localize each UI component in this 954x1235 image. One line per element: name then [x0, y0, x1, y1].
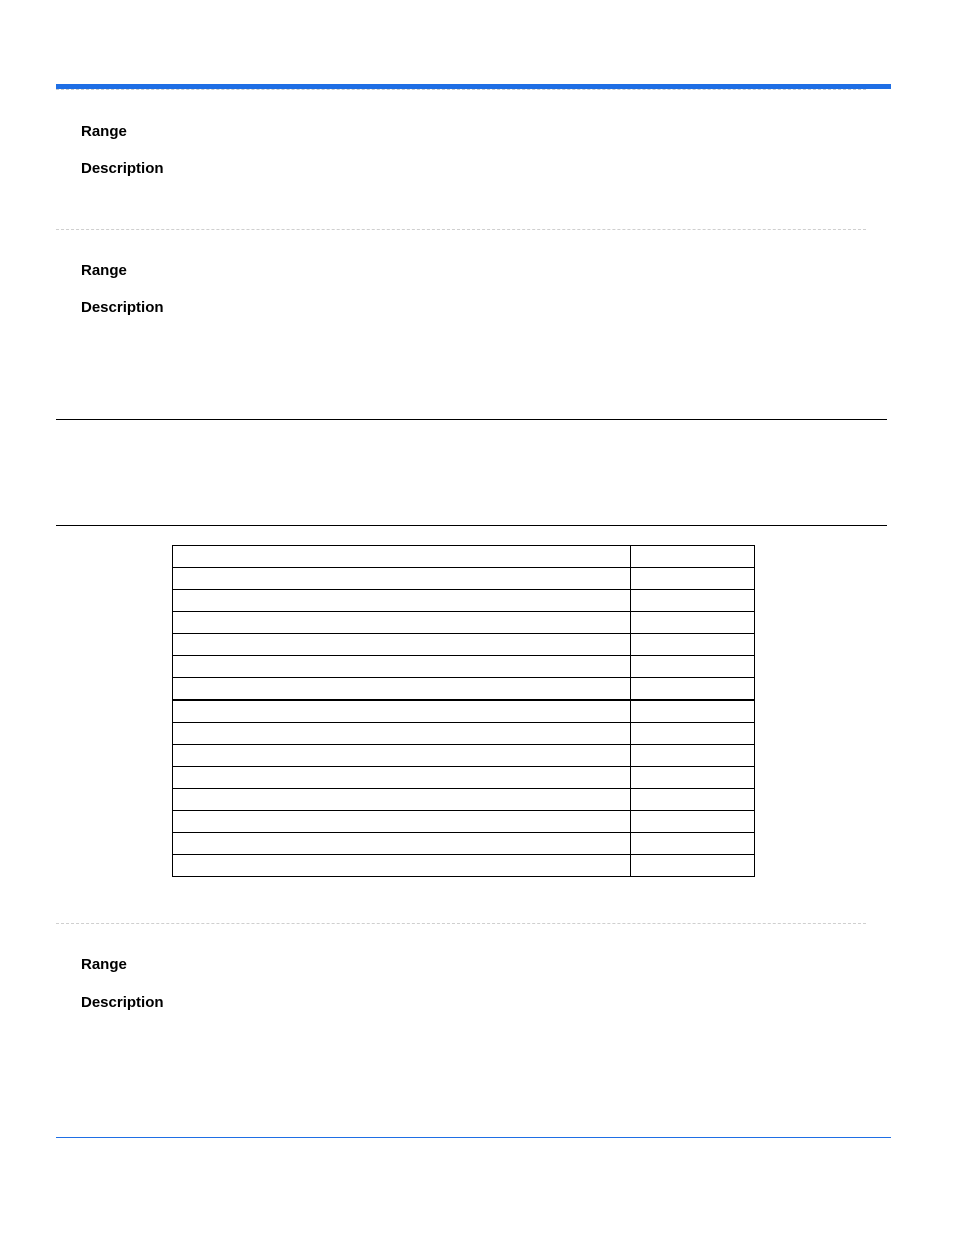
table-cell	[173, 612, 631, 634]
table-cell	[173, 656, 631, 678]
section-2-description-label: Description	[81, 299, 164, 316]
table-row	[173, 833, 755, 855]
footer-rule	[56, 1137, 891, 1138]
section-divider	[56, 229, 866, 230]
table-cell	[631, 789, 755, 811]
table-cell	[173, 678, 631, 701]
table-cell	[173, 546, 631, 568]
table-row	[173, 700, 755, 723]
table-cell	[173, 789, 631, 811]
table-cell	[173, 568, 631, 590]
table-cell	[631, 855, 755, 877]
table-cell	[631, 745, 755, 767]
table-cell	[631, 723, 755, 745]
section-2-range-label: Range	[81, 262, 127, 279]
table-cell	[173, 767, 631, 789]
table-cell	[631, 568, 755, 590]
table-cell	[173, 590, 631, 612]
section-1-range-label: Range	[81, 123, 127, 140]
table-cell	[631, 546, 755, 568]
table-row	[173, 789, 755, 811]
table-row	[173, 568, 755, 590]
table-cell	[173, 723, 631, 745]
block-top-rule	[56, 419, 887, 420]
table-cell	[173, 833, 631, 855]
table-cell	[631, 811, 755, 833]
table-cell	[173, 855, 631, 877]
table-row	[173, 855, 755, 877]
table-cell	[631, 767, 755, 789]
table-row	[173, 546, 755, 568]
table-cell	[631, 833, 755, 855]
table-cell	[173, 745, 631, 767]
section-3-description-label: Description	[81, 994, 164, 1011]
table-cell	[631, 590, 755, 612]
table-row	[173, 723, 755, 745]
section-divider	[56, 923, 866, 924]
table-row	[173, 745, 755, 767]
block-bottom-rule	[56, 525, 887, 526]
table-row	[173, 767, 755, 789]
table-row	[173, 590, 755, 612]
section-1-description-label: Description	[81, 160, 164, 177]
table-cell	[631, 612, 755, 634]
table-cell	[631, 656, 755, 678]
table-row	[173, 656, 755, 678]
value-table	[172, 545, 755, 877]
table-cell	[173, 811, 631, 833]
table-cell	[173, 634, 631, 656]
header-dashed-rule	[56, 89, 866, 90]
table-cell	[631, 634, 755, 656]
table-row	[173, 612, 755, 634]
table-cell	[631, 700, 755, 723]
table-row	[173, 634, 755, 656]
table-cell	[631, 678, 755, 701]
table-row	[173, 811, 755, 833]
table-cell	[173, 700, 631, 723]
table-row	[173, 678, 755, 701]
section-3-range-label: Range	[81, 956, 127, 973]
